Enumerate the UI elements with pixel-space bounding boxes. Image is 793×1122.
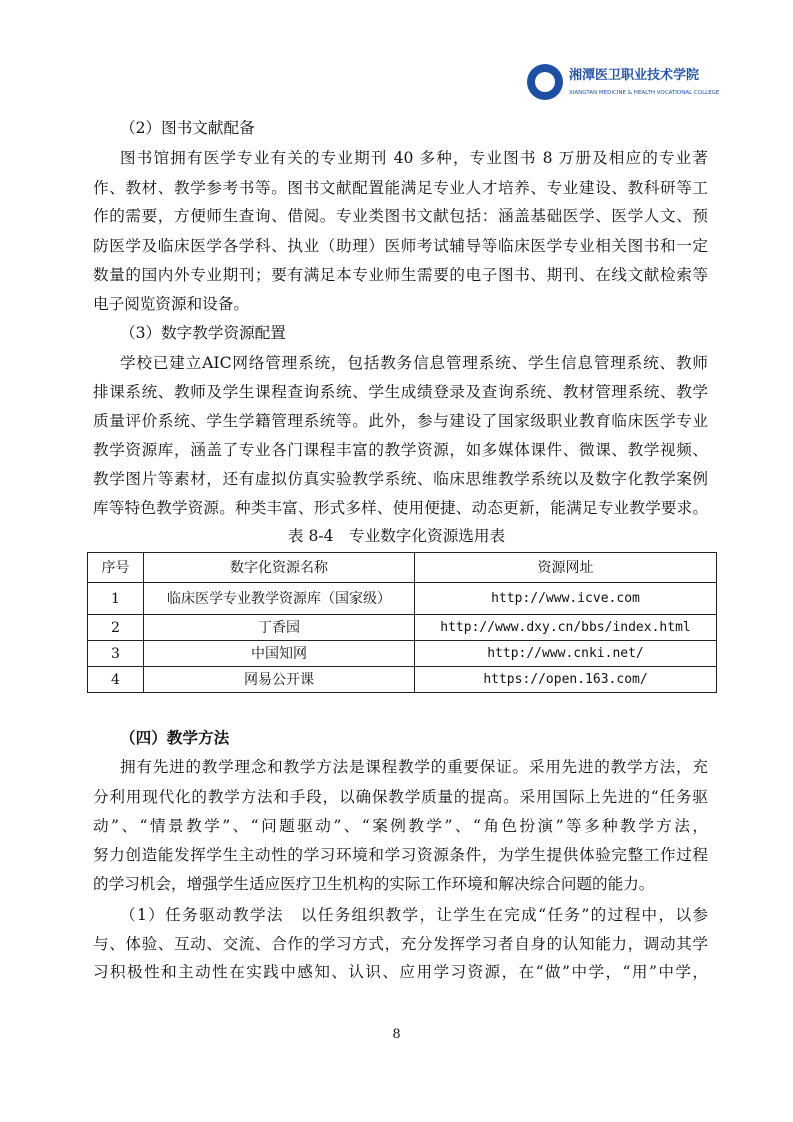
cell-index: 4 xyxy=(88,667,144,693)
page-number: 8 xyxy=(392,1027,401,1042)
cell-resource-url: http://www.cnki.net/ xyxy=(415,641,717,667)
cell-resource-url: https://open.163.com/ xyxy=(415,667,717,693)
text-line: 习积极性和主动性在实践中感知、认识、应用学习资源，在“做”中学，“用”中学， xyxy=(93,963,708,981)
table-row xyxy=(88,667,717,693)
cell-resource-name: 中国知网 xyxy=(144,641,415,667)
cell-resource-url: http://www.icve.com xyxy=(415,583,717,615)
text-line: 拥有先进的教学理念和教学方法是课程教学的重要保证。采用先进的教学方法，充 xyxy=(120,758,708,776)
text-line: 分利用现代化的教学方法和手段，以确保教学质量的提高。采用国际上先进的“任务驱 xyxy=(93,788,708,806)
text-line: 与、体验、互动、交流、合作的学习方式，充分发挥学习者自身的认知能力，调动其学 xyxy=(93,935,708,953)
cell-index: 2 xyxy=(88,615,144,641)
text-line: 教学图片等素材，还有虚拟仿真实验教学系统、临床思维教学系统以及数字化教学案例 xyxy=(93,470,708,488)
text-line: 作、教材、教学参考书等。图书文献配置能满足专业人才培养、专业建设、教科研等工 xyxy=(93,179,708,197)
text-line: 努力创造能发挥学生主动性的学习环境和学习资源条件，为学生提供体验完整工作过程 xyxy=(93,846,708,864)
logo-english-name: XIANGTAN MEDICINE & HEALTH VOCATIONAL COLLEGE xyxy=(569,90,720,96)
college-emblem-icon xyxy=(527,64,563,100)
text-line: 学校已建立AIC网络管理系统，包括教务信息管理系统、学生信息管理系统、教师 xyxy=(120,354,708,372)
text-line: 数量的国内外专业期刊；要有满足本专业师生需要的电子图书、期刊、在线文献检索等 xyxy=(93,266,708,284)
header-index: 序号 xyxy=(88,553,144,583)
cell-resource-name: 网易公开课 xyxy=(144,667,415,693)
table-caption: 表 8-4 专业数字化资源选用表 xyxy=(287,527,506,545)
text-line: （1）任务驱动教学法 以任务组织教学，让学生在完成“任务”的过程中，以参 xyxy=(120,906,708,924)
text-line: 动”、“情景教学”、“问题驱动”、“案例教学”、“角色扮演”等多种教学方法， xyxy=(93,817,708,835)
text-line: 教学资源库，涵盖了专业各门课程丰富的教学资源，如多媒体课件、微课、教学视频、 xyxy=(93,441,708,459)
logo-chinese-name: 湘潭医卫职业技术学院 xyxy=(569,68,700,83)
text-line: 库等特色教学资源。种类丰富、形式多样、使用便捷、动态更新，能满足专业教学要求。 xyxy=(93,499,708,517)
college-logo xyxy=(527,64,767,104)
cell-resource-name: 临床医学专业教学资源库（国家级） xyxy=(144,583,415,615)
text-line: （2）图书文献配备 xyxy=(120,119,255,137)
header-resource-url: 资源网址 xyxy=(415,553,717,583)
cell-resource-url: http://www.dxy.cn/bbs/index.html xyxy=(415,615,717,641)
text-line: 质量评价系统、学生学籍管理系统等。此外，参与建设了国家级职业教育临床医学专业 xyxy=(93,412,708,430)
cell-index: 1 xyxy=(88,583,144,615)
cell-resource-name: 丁香园 xyxy=(144,615,415,641)
table-row xyxy=(88,583,717,615)
text-line: （四）教学方法 xyxy=(120,728,230,747)
table-row xyxy=(88,641,717,667)
text-line: 图书馆拥有医学专业有关的专业期刊 40 多种，专业图书 8 万册及相应的专业著 xyxy=(120,149,708,167)
table-row xyxy=(88,615,717,641)
text-line: 排课系统、教师及学生课程查询系统、学生成绩登录及查询系统、教材管理系统、教学 xyxy=(93,383,708,401)
text-line: 电子阅览资源和设备。 xyxy=(93,295,249,313)
header-resource-name: 数字化资源名称 xyxy=(144,553,415,583)
text-line: 作的需要，方便师生查询、借阅。专业类图书文献包括：涵盖基础医学、医学人文、预 xyxy=(93,207,708,225)
text-line: 防医学及临床医学各学科、执业（助理）医师考试辅导等临床医学专业相关图书和一定 xyxy=(93,237,708,255)
resource-table xyxy=(87,552,717,693)
cell-index: 3 xyxy=(88,641,144,667)
table-header-row xyxy=(88,553,717,583)
text-line: 的学习机会，增强学生适应医疗卫生机构的实际工作环境和解决综合问题的能力。 xyxy=(93,875,655,893)
text-line: （3）数字教学资源配置 xyxy=(120,324,286,342)
